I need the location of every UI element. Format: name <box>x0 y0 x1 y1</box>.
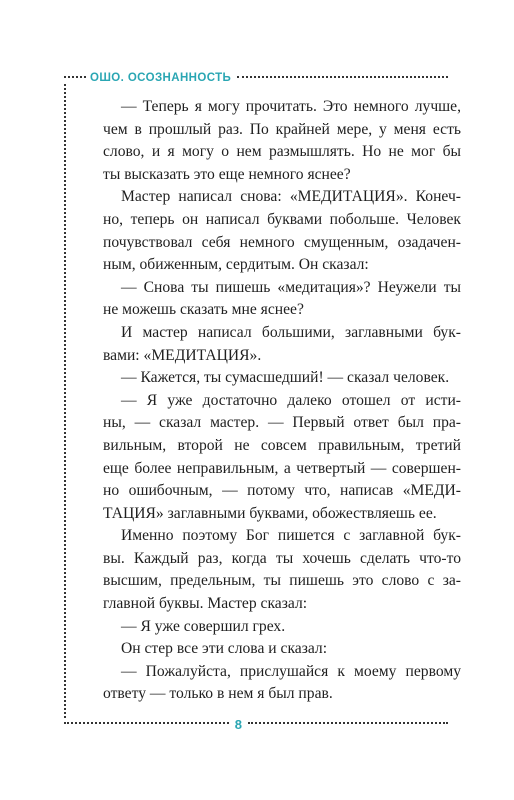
text-line: ответу — только в нем я был прав. <box>103 685 333 703</box>
text-line: не можешь сказать мне яснее? <box>103 301 304 319</box>
text-line: — Пожалуйста, прислушайся к моему первому <box>121 662 461 680</box>
text-line: вы. Каждый раз, когда ты хочешь сделать что-то <box>103 549 461 567</box>
text-line: — Я уже совершил грех. <box>121 617 286 635</box>
text-line: почувствовал себя немного смущенным, озадачен- <box>103 233 461 251</box>
text-line: — Теперь я могу прочитать. Это немного лучше, <box>121 98 461 115</box>
text-line: — Кажется, ты сумасшедший! — сказал человек. <box>121 369 450 387</box>
text-line: ны, — сказал мастер. — Первый ответ был пра- <box>103 414 461 432</box>
footer-dotted-rule-left <box>64 722 229 726</box>
body-text <box>103 96 461 706</box>
left-dotted-rule <box>64 84 66 718</box>
text-line: еще более неправильным, а четвертый — совершен- <box>103 459 461 477</box>
text-line: но, теперь он написал буквами побольше. Человек <box>103 210 461 228</box>
text-line: главной буквы. Мастер сказал: <box>103 595 308 613</box>
text-line: Мастер написал снова: «МЕДИТАЦИЯ». Конеч- <box>121 188 461 206</box>
text-line: высшим, предельным, ты пишешь это слово с за- <box>103 572 461 590</box>
text-line: — Снова ты пишешь «медитация»? Неужели ты <box>121 278 461 296</box>
page-footer <box>64 716 448 732</box>
text-line: ты высказать это еще немного яснее? <box>103 165 351 183</box>
header-dotted-rule-left <box>64 76 86 80</box>
header-dotted-rule-right <box>237 76 448 80</box>
text-line: Именно поэтому Бог пишется с заглавной бук- <box>121 527 461 545</box>
text-line: ТАЦИЯ» заглавными буквами, обожествляешь ее. <box>103 504 437 522</box>
text-line: слово, и я могу о нем размышлять. Но не мог бы <box>103 143 461 161</box>
running-header-title: ОШО. ОСОЗНАННОСТЬ <box>90 72 232 84</box>
running-header <box>64 70 448 86</box>
text-line: но ошибочным, — потому что, написав «МЕДИ- <box>103 482 461 500</box>
text-line: Он стер все эти слова и сказал: <box>121 640 328 658</box>
text-line: И мастер написал большими, заглавными бук- <box>121 323 461 341</box>
text-line: чем в прошлый раз. По крайней мере, у меня есть <box>103 120 461 138</box>
text-line: — Я уже достаточно далеко отошел от исти- <box>121 391 461 409</box>
text-line: вами: «МЕДИТАЦИЯ». <box>103 346 262 364</box>
text-line: ным, обиженным, сердитым. Он сказал: <box>103 256 369 274</box>
page-number: 8 <box>234 716 242 732</box>
footer-dotted-rule-right <box>248 722 448 726</box>
text-line: вильным, второй не совсем правильным, третий <box>103 436 461 454</box>
